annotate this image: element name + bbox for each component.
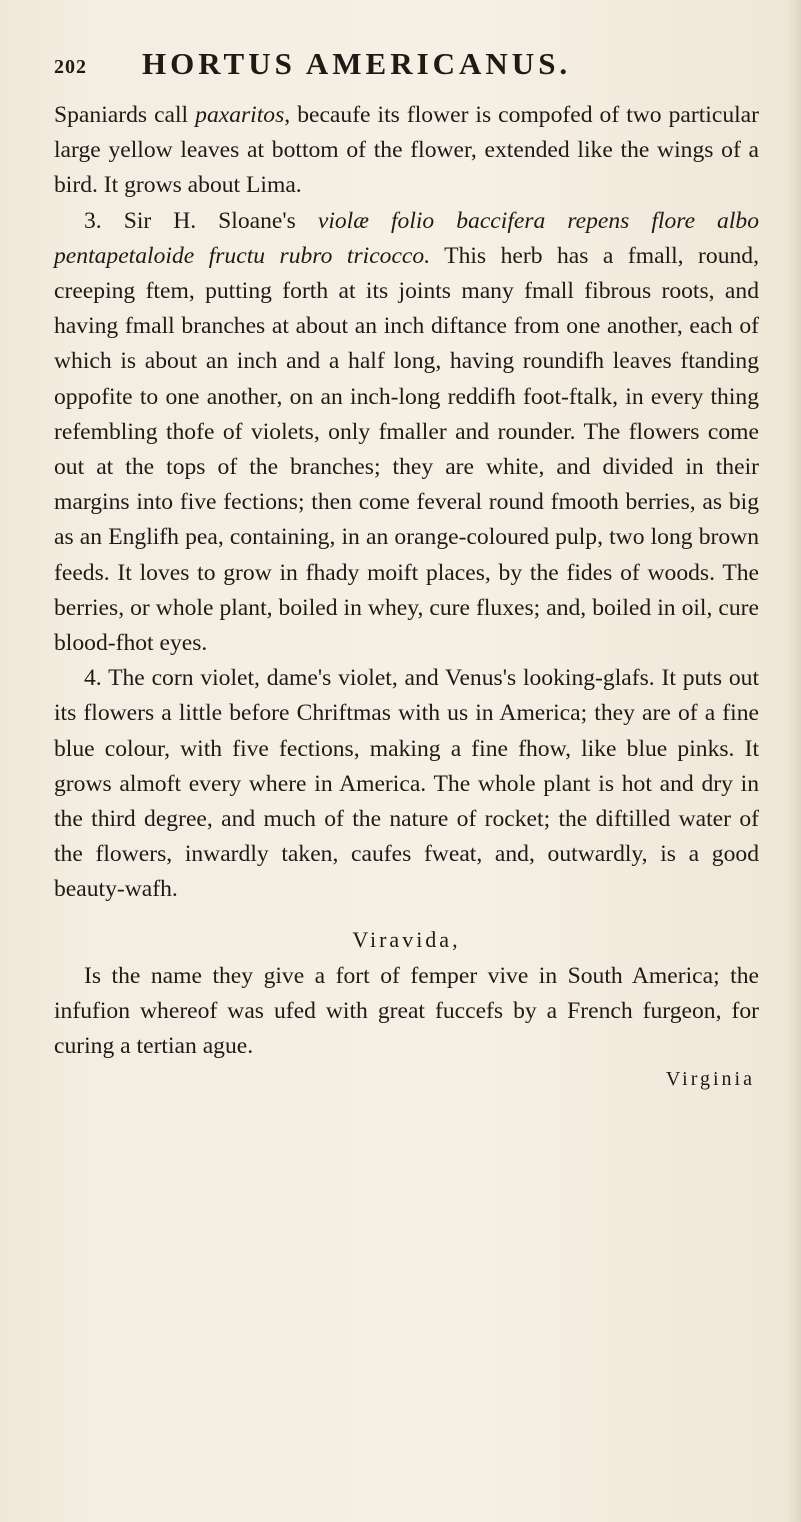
paragraph-entry-3 [54, 204, 759, 662]
italic-latin-name: violæ folio baccifera repens flore albo pentapetaloide fructu rubro tricocco. [54, 207, 759, 269]
paragraph-viravida: Is the name they give a fort of femper vive in South America; the infufion whereof was ufed with great fuccefs by a French furgeon, for curing a tertian ague. [54, 962, 759, 1060]
page-body [54, 98, 759, 1098]
page-edge-shadow [787, 0, 801, 1522]
page-number: 202 [54, 56, 87, 78]
text-run: Spaniards call [54, 102, 196, 128]
catchword: Virginia [665, 1068, 755, 1091]
running-title: HORTUS AMERICANUS. [142, 46, 572, 81]
text-run: This herb has a fmall, round, creeping ftem, putting forth at its joints many fmall fibrous roots, and having fmall branches at about an inch diftance from one another, each of which is about an inch and a half long, having roundifh leaves ftanding oppofite to one another, on an inch-long reddifh foot-ftalk, in every thing refembling thofe of violets, only fmaller and rounder. The flowers come out at the tops of the branches; they are white, and divided in their margins into five fections; then come feveral round fmooth berries, as big as an Englifh pea, containing, in an orange-coloured pulp, two long brown feeds. It loves to grow in fhady moift places, by the fides of woods. The berries, or whole plant, boiled in whey, cure fluxes; and, boiled in oil, cure blood-fhot eyes. [54, 242, 759, 657]
text-run: , becaufe its flower is compofed of two particular large yellow leaves at bottom of the flower, extended like the wings of a bird. It grows about Lima. [54, 102, 759, 199]
paragraph-continuation [54, 98, 759, 204]
italic-term: paxaritos [195, 102, 285, 128]
paragraph-entry-4: 4. The corn violet, dame's violet, and Venus's looking-glafs. It puts out its flowers a little before Chriftmas with us in America; they are of a fine blue colour, with five fections, making a fine fhow, like blue pinks. It grows almoft every where in America. The whole plant is hot and dry in the third degree, and much of the nature of rocket; the diftilled water of the flowers, inwardly taken, caufes fweat, and, outwardly, is a good beauty-wafh. [54, 665, 759, 903]
text-run: 3. Sir H. Sloane's [84, 207, 318, 234]
section-heading: Viravida, [352, 926, 461, 952]
page-header [54, 46, 754, 86]
